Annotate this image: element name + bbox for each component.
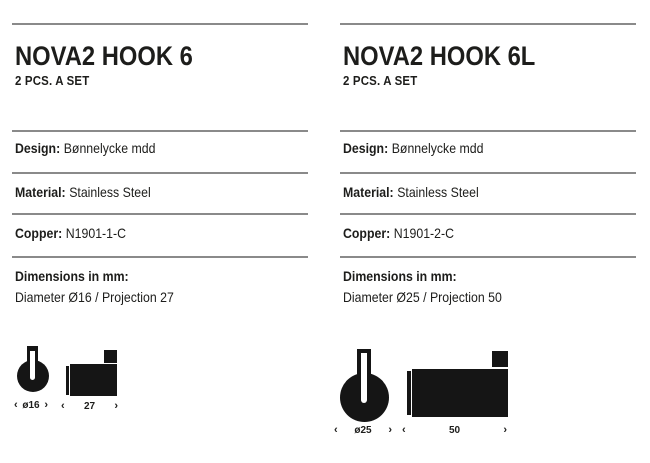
product-column-hook6 [12, 0, 308, 463]
product-column-hook6l [334, 0, 636, 463]
spec-label: Design: [343, 140, 389, 156]
spec-row-material [343, 184, 497, 201]
dimension-arrow-left-icon: ‹ [334, 424, 338, 436]
dimension-arrow-left-icon: ‹ [402, 424, 406, 436]
spec-label: Copper: [343, 225, 391, 241]
dimension-arrow-right-icon: › [503, 424, 507, 436]
product-title [343, 41, 562, 71]
divider [340, 23, 636, 25]
divider [12, 130, 308, 132]
dimension-arrow-right-icon: › [44, 399, 48, 411]
dimensions-heading: Dimensions in mm: [15, 268, 129, 284]
diameter-dimension [334, 425, 392, 436]
spec-label: Material: [343, 184, 394, 200]
hook-tip-shape [104, 350, 117, 363]
wall-plate-shape [66, 366, 69, 395]
product-subtitle-text: 2 PCS. A SET [15, 73, 90, 88]
diameter-dimension-label: ø25 [354, 425, 372, 436]
spec-value: Bønnelycke mdd [63, 140, 156, 156]
spec-value: Stainless Steel [69, 184, 151, 200]
hook-slot-shape [361, 353, 367, 403]
spec-row-material [15, 184, 169, 201]
spec-label: Material: [15, 184, 66, 200]
diameter-dimension [14, 400, 48, 411]
spec-label: Design: [15, 140, 61, 156]
dimension-arrow-left-icon: ‹ [61, 400, 65, 412]
dimensions-value: Diameter Ø25 / Projection 50 [343, 289, 502, 305]
dimensions-value: Diameter Ø16 / Projection 27 [15, 289, 174, 305]
divider [12, 256, 308, 258]
dimensions-heading: Dimensions in mm: [343, 268, 457, 284]
divider [340, 130, 636, 132]
divider [340, 256, 636, 258]
product-title-text: NOVA2 HOOK 6 [15, 41, 193, 71]
divider [340, 213, 636, 215]
divider [12, 213, 308, 215]
spec-row-design [343, 140, 503, 157]
spec-value: N1901-2-C [393, 225, 455, 241]
spec-value: N1901-1-C [65, 225, 127, 241]
projection-dimension [61, 401, 118, 412]
dimension-arrow-right-icon: › [388, 424, 392, 436]
hook-tip-shape [492, 351, 508, 367]
projection-dimension-label: 50 [448, 425, 461, 436]
diameter-dimension-label: ø16 [22, 400, 40, 411]
product-subtitle-text: 2 PCS. A SET [343, 73, 418, 88]
divider [12, 172, 308, 174]
spec-row-copper [15, 225, 141, 242]
product-title-text: NOVA2 HOOK 6L [343, 41, 536, 71]
spec-row-design [15, 140, 175, 157]
wall-plate-shape [407, 371, 411, 415]
dimension-arrow-right-icon: › [114, 400, 118, 412]
spec-label: Copper: [15, 225, 63, 241]
product-subtitle [15, 74, 100, 88]
hook-body-shape [70, 364, 117, 396]
divider [12, 23, 308, 25]
hook-slot-shape [30, 351, 35, 380]
dimension-arrow-left-icon: ‹ [14, 399, 18, 411]
divider [340, 172, 636, 174]
projection-dimension [402, 425, 507, 436]
projection-dimension-label: 27 [83, 401, 96, 412]
product-subtitle [343, 74, 428, 88]
product-title [15, 41, 217, 71]
hook-body-shape [412, 369, 508, 417]
spec-value: Bønnelycke mdd [391, 140, 484, 156]
spec-row-copper [343, 225, 469, 242]
spec-value: Stainless Steel [397, 184, 479, 200]
